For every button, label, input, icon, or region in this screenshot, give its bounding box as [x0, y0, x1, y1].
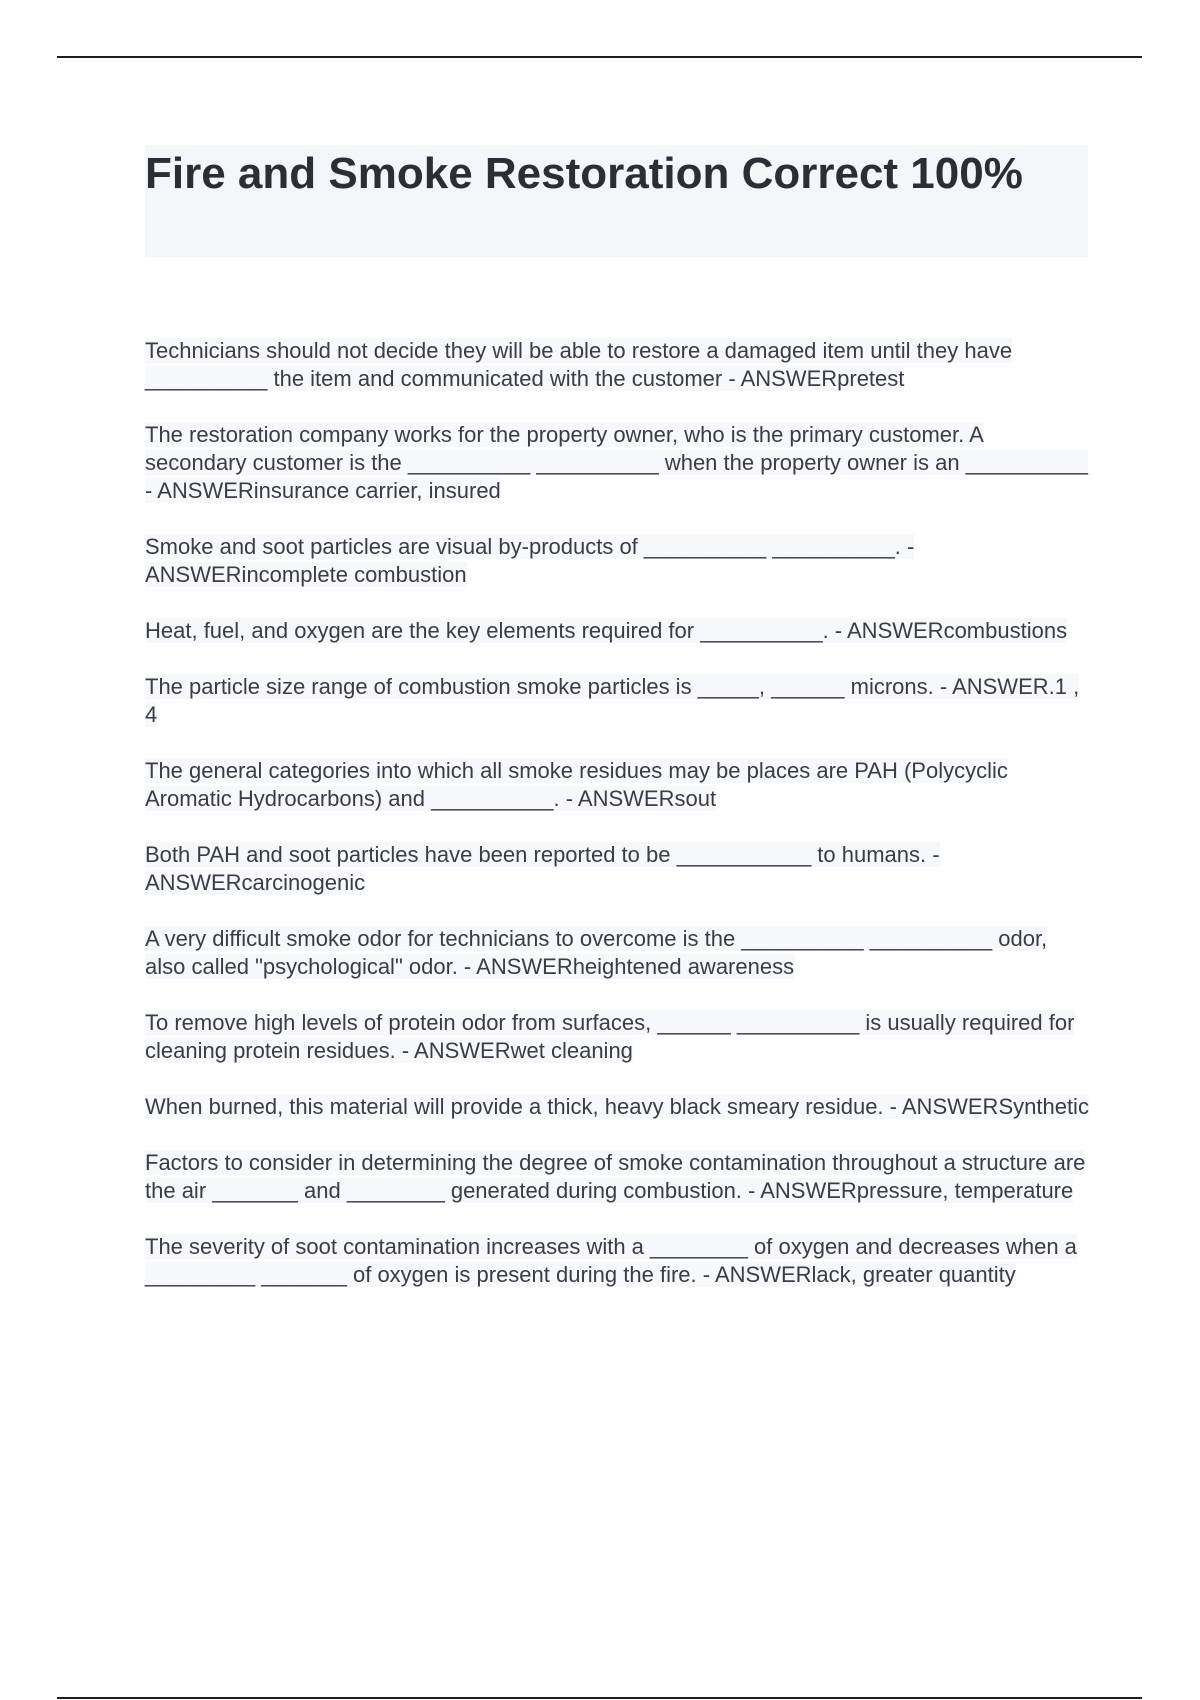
question-text: Heat, fuel, and oxygen are the key elements required for __________. - ANSWERcombustions [145, 618, 1068, 643]
question-item-10 [145, 1093, 1090, 1121]
question-item-5 [145, 673, 1090, 729]
title-block [145, 145, 1088, 257]
question-item-7 [145, 841, 1090, 897]
question-text: The particle size range of combustion smoke particles is _____, ______ microns. - ANSWER.1 , 4 [145, 674, 1080, 727]
top-rule [57, 56, 1142, 58]
question-item-3 [145, 533, 1090, 589]
question-text: When burned, this material will provide a thick, heavy black smeary residue. - ANSWERSynthetic [145, 1094, 1089, 1119]
question-list [145, 337, 1090, 1317]
question-item-11 [145, 1149, 1090, 1205]
question-text: Smoke and soot particles are visual by-products of __________ __________. - ANSWERincomplete combustion [145, 534, 915, 587]
question-item-8 [145, 925, 1090, 981]
question-item-2 [145, 421, 1090, 505]
question-item-4 [145, 617, 1090, 645]
question-item-6 [145, 757, 1090, 813]
bottom-rule [57, 1697, 1142, 1699]
question-item-12 [145, 1233, 1090, 1289]
question-text: A very difficult smoke odor for technicians to overcome is the __________ __________ odor, also called "psychological" odor. - ANSWERheightened awareness [145, 926, 1048, 979]
question-item-9 [145, 1009, 1090, 1065]
question-text: Factors to consider in determining the degree of smoke contamination throughout a structure are the air _______ and ________ generated during combustion. - ANSWERpressure, temperature [145, 1150, 1086, 1203]
question-text: Both PAH and soot particles have been reported to be ___________ to humans. - ANSWERcarcinogenic [145, 842, 940, 895]
question-text: To remove high levels of protein odor from surfaces, ______ __________ is usually required for cleaning protein residues. - ANSWERwet cleaning [145, 1010, 1075, 1063]
question-item-1 [145, 337, 1090, 393]
document-title: Fire and Smoke Restoration Correct 100% [145, 149, 1023, 198]
question-text: The severity of soot contamination increases with a ________ of oxygen and decreases when a _________ _______ of oxygen is present during the fire. - ANSWERlack, greater quantity [145, 1234, 1077, 1287]
question-text: The general categories into which all smoke residues may be places are PAH (Polycyclic Aromatic Hydrocarbons) and __________. - ANSWERsout [145, 758, 1008, 811]
question-text: The restoration company works for the property owner, who is the primary customer. A secondary customer is the __________ __________ when the property owner is an __________ - ANSWERinsurance carrier, insured [145, 422, 1089, 503]
question-text: Technicians should not decide they will be able to restore a damaged item until they have __________ the item and communicated with the customer - ANSWERpretest [145, 338, 1013, 391]
